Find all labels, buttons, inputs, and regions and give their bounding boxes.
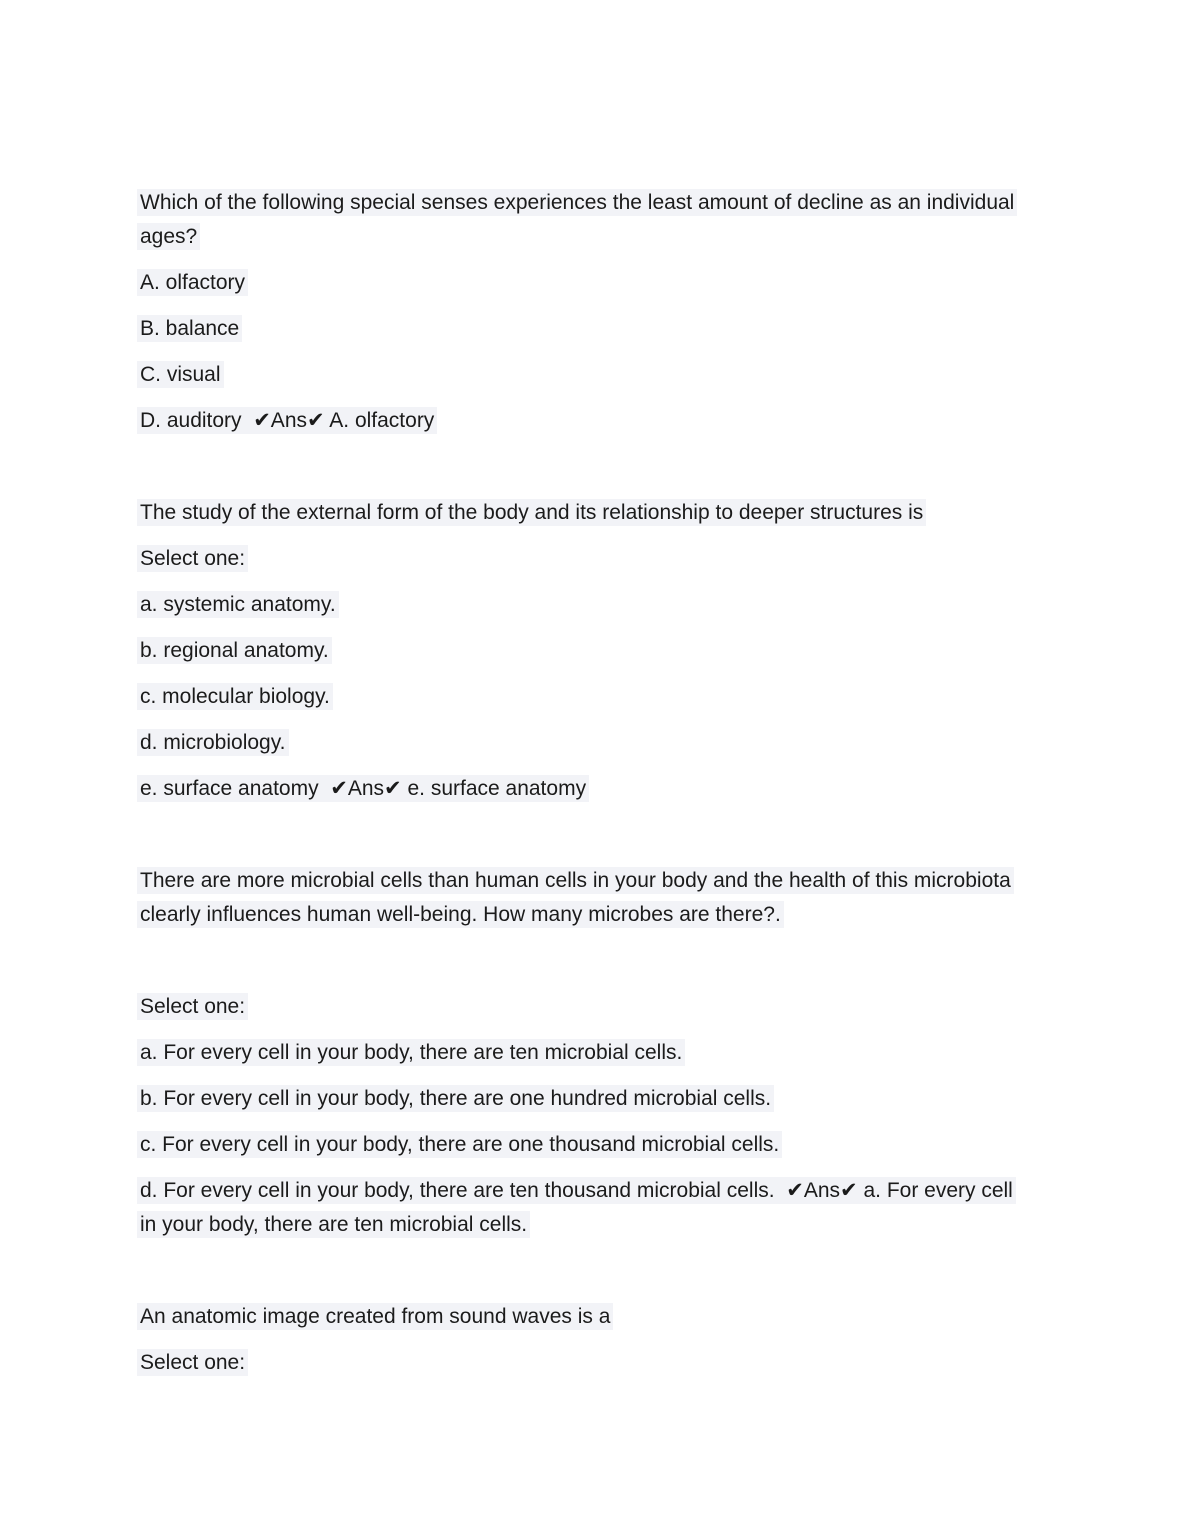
text-line	[137, 220, 1150, 254]
highlighted-text: a. systemic anatomy.	[137, 591, 339, 618]
q1-option-a	[137, 266, 1150, 300]
spacer	[137, 944, 1150, 978]
text-line	[137, 312, 1150, 346]
q4-question	[137, 1300, 1150, 1334]
text-line	[137, 542, 1150, 576]
highlighted-text: D. auditory ✔Ans✔ A. olfactory	[137, 407, 437, 434]
text-line	[137, 634, 1150, 668]
text-line	[137, 898, 1150, 932]
highlighted-text: A. olfactory	[137, 269, 248, 296]
highlighted-text: in your body, there are ten microbial cells.	[137, 1211, 530, 1238]
blank-line	[137, 944, 1150, 978]
text-line	[137, 726, 1150, 760]
text-line	[137, 1208, 1150, 1242]
highlighted-text: c. For every cell in your body, there are one thousand microbial cells.	[137, 1131, 782, 1158]
q1-option-c	[137, 358, 1150, 392]
text-line	[137, 186, 1150, 220]
highlighted-text: a. For every cell in your body, there are ten microbial cells.	[137, 1039, 685, 1066]
text-line	[137, 864, 1150, 898]
highlighted-text: ages?	[137, 223, 200, 250]
text-line	[137, 588, 1150, 622]
blank-line	[137, 450, 1150, 484]
text-line	[137, 496, 1150, 530]
q2-option-c	[137, 680, 1150, 714]
q1-option-d-with-answer	[137, 404, 1150, 438]
q2-question	[137, 496, 1150, 530]
text-line	[137, 404, 1150, 438]
text-line	[137, 772, 1150, 806]
text-line	[137, 680, 1150, 714]
highlighted-text: The study of the external form of the body and its relationship to deeper structures is	[137, 499, 926, 526]
highlighted-text: d. microbiology.	[137, 729, 289, 756]
highlighted-text: Select one:	[137, 1349, 248, 1376]
blank-line	[137, 818, 1150, 852]
q3-question	[137, 864, 1150, 932]
highlighted-text: Which of the following special senses experiences the least amount of decline as an individual	[137, 189, 1017, 216]
highlighted-text: d. For every cell in your body, there are ten thousand microbial cells. ✔Ans✔ a. For every cell	[137, 1177, 1016, 1204]
q2-option-a	[137, 588, 1150, 622]
text-line	[137, 1346, 1150, 1380]
highlighted-text: Select one:	[137, 545, 248, 572]
text-line	[137, 1036, 1150, 1070]
spacer	[137, 1254, 1150, 1288]
q3-select-one-label	[137, 990, 1150, 1024]
highlighted-text: C. visual	[137, 361, 224, 388]
highlighted-text: There are more microbial cells than human cells in your body and the health of this microbiota	[137, 867, 1014, 894]
highlighted-text: b. For every cell in your body, there are one hundred microbial cells.	[137, 1085, 774, 1112]
text-line	[137, 990, 1150, 1024]
q2-select-one-label	[137, 542, 1150, 576]
spacer	[137, 450, 1150, 484]
q2-option-b	[137, 634, 1150, 668]
text-line	[137, 358, 1150, 392]
highlighted-text: clearly influences human well-being. How many microbes are there?.	[137, 901, 784, 928]
highlighted-text: b. regional anatomy.	[137, 637, 332, 664]
highlighted-text: Select one:	[137, 993, 248, 1020]
text-line	[137, 1128, 1150, 1162]
q2-option-e-with-answer	[137, 772, 1150, 806]
highlighted-text: c. molecular biology.	[137, 683, 333, 710]
q1-option-b	[137, 312, 1150, 346]
q3-option-b	[137, 1082, 1150, 1116]
q3-option-a	[137, 1036, 1150, 1070]
q1-question	[137, 186, 1150, 254]
highlighted-text: B. balance	[137, 315, 242, 342]
text-line	[137, 1300, 1150, 1334]
blank-line	[137, 1254, 1150, 1288]
spacer	[137, 818, 1150, 852]
q3-option-c	[137, 1128, 1150, 1162]
highlighted-text: e. surface anatomy ✔Ans✔ e. surface anatomy	[137, 775, 589, 802]
text-line	[137, 266, 1150, 300]
text-line	[137, 1082, 1150, 1116]
q4-select-one-label	[137, 1346, 1150, 1380]
q2-option-d	[137, 726, 1150, 760]
highlighted-text: An anatomic image created from sound waves is a	[137, 1303, 613, 1330]
text-line	[137, 1174, 1150, 1208]
q3-option-d-with-answer	[137, 1174, 1150, 1242]
